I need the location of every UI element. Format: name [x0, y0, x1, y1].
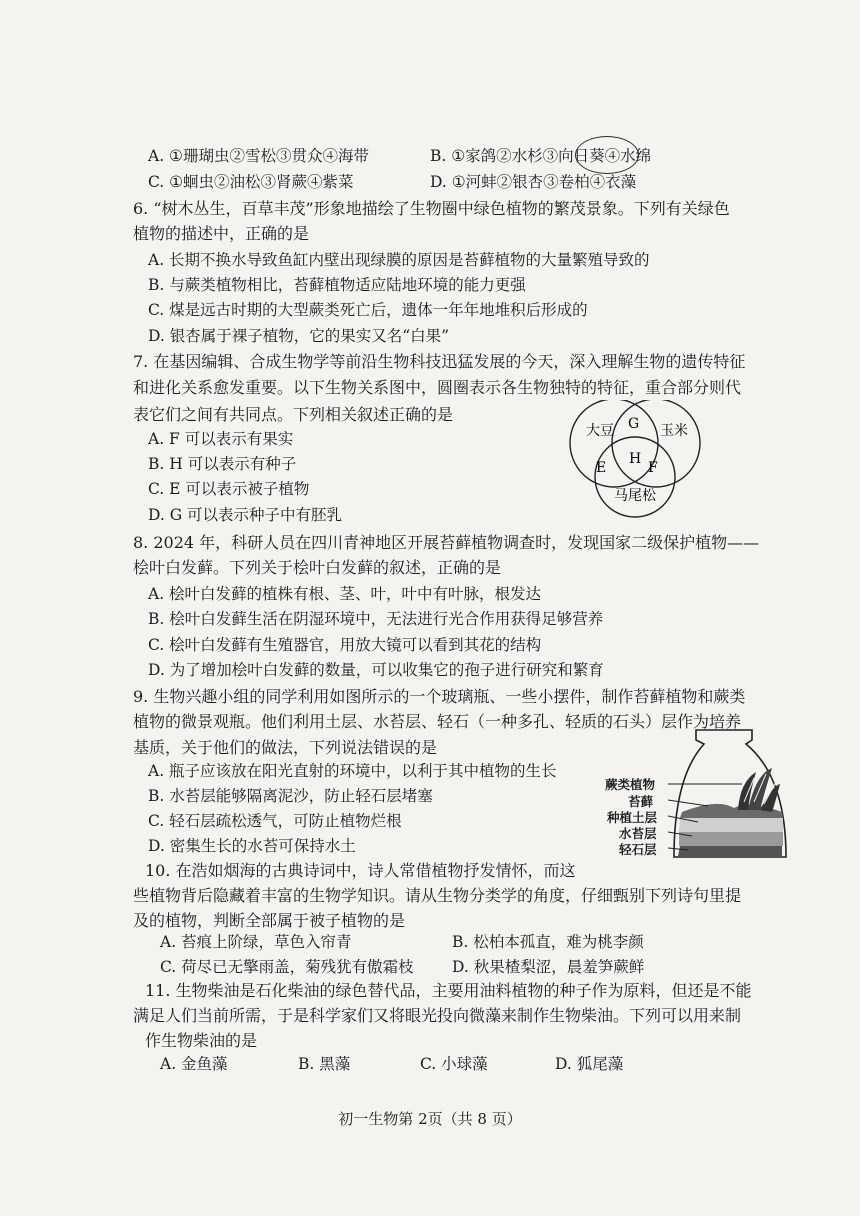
- jar-label-fern: 蕨类植物: [605, 777, 656, 792]
- q11-option-b: B. 黑藻: [298, 1055, 351, 1073]
- q7-option-b: B. H 可以表示有种子: [148, 455, 297, 473]
- q8-stem-line1: 8. 2024 年，科研人员在四川青神地区开展苔藓植物调查时，发现国家二级保护植物——: [133, 533, 760, 552]
- q7-stem-line2: 和进化关系愈发重要。以下生物关系图中，圆圈表示各生物独特的特征，重合部分则代: [133, 378, 742, 397]
- q6-option-b: B. 与蕨类植物相比，苔藓植物适应陆地环境的能力更强: [148, 276, 526, 294]
- q10-option-a: A. 苔痕上阶绿，草色入帘青: [160, 933, 352, 951]
- venn-diagram: [556, 400, 716, 520]
- jar-label-soil-layer: 种植土层: [607, 810, 658, 825]
- q9-stem-line2: 植物的微景观瓶。他们利用土层、水苔层、轻石（一种多孔、轻质的石头）层作为培养: [133, 712, 742, 731]
- venn-label-f: F: [648, 460, 658, 476]
- terrarium-jar-illustration: [668, 722, 798, 860]
- q10-option-d: D. 秋果楂梨涩，晨羞笋蕨鲜: [452, 958, 645, 976]
- q10-stem-line1: 10. 在浩如烟海的古典诗词中，诗人常借植物抒发情怀，而这: [145, 861, 576, 880]
- q5-option-c: C. ①蛔虫②油松③肾蕨④紫菜: [148, 173, 354, 191]
- q11-option-c: C. 小球藻: [420, 1055, 488, 1073]
- q10-option-c: C. 荷尽已无擎雨盖，菊残犹有傲霜枝: [160, 958, 414, 976]
- q8-option-c: C. 桧叶白发藓有生殖器官，用放大镜可以看到其花的结构: [148, 636, 542, 654]
- q6-option-d: D. 银杏属于裸子植物，它的果实又名“白果”: [148, 327, 450, 345]
- jar-label-moss: 苔藓: [628, 794, 654, 809]
- venn-label-soybean: 大豆: [586, 423, 614, 439]
- q6-stem-line2: 植物的描述中，正确的是: [133, 224, 310, 243]
- q10-stem-line3: 及的植物，判断全部属于被子植物的是: [133, 911, 406, 930]
- q11-stem-line3: 作生物柴油的是: [145, 1031, 258, 1050]
- q11-option-a: A. 金鱼藻: [160, 1055, 228, 1073]
- q5-option-b: B. ①家鸽②水杉③向日葵④水绵: [430, 147, 652, 165]
- q8-option-a: A. 桧叶白发藓的植株有根、茎、叶，叶中有叶脉，根发达: [148, 585, 542, 603]
- venn-label-g: G: [628, 416, 640, 432]
- q9-stem-line3: 基质，关于他们的做法，下列说法错误的是: [133, 738, 438, 757]
- venn-label-h: H: [629, 451, 642, 467]
- q7-option-a: A. F 可以表示有果实: [148, 430, 294, 448]
- q10-option-b: B. 松柏本孤直，难为桃李颜: [452, 933, 644, 951]
- q6-option-c: C. 煤是远古时期的大型蕨类死亡后，遗体一年年地堆积后形成的: [148, 301, 588, 319]
- q7-option-d: D. G 可以表示种子中有胚乳: [148, 506, 343, 524]
- venn-label-corn: 玉米: [660, 423, 688, 439]
- venn-label-e: E: [596, 460, 607, 476]
- page-footer: 初一生物第 2页（共 8 页）: [338, 1110, 522, 1128]
- q9-option-a: A. 瓶子应该放在阳光直射的环境中，以利于其中植物的生长: [148, 762, 557, 780]
- q9-stem-line1: 9. 生物兴趣小组的同学利用如图所示的一个玻璃瓶、一些小摆件，制作苔藓植物和蕨类: [133, 687, 746, 706]
- q8-option-d: D. 为了增加桧叶白发藓的数量，可以收集它的孢子进行研究和繁育: [148, 661, 604, 679]
- q7-stem-line3: 表它们之间有共同点。下列相关叙述正确的是: [133, 405, 454, 424]
- jar-label-pumice-layer: 轻石层: [619, 842, 657, 857]
- q7-option-c: C. E 可以表示被子植物: [148, 480, 310, 498]
- q10-stem-line2: 些植物背后隐藏着丰富的生物学知识。请从生物分类学的角度，仔细甄别下列诗句里提: [133, 886, 742, 905]
- q7-stem-line1: 7. 在基因编辑、合成生物学等前沿生物科技迅猛发展的今天，深入理解生物的遗传特征: [133, 352, 746, 371]
- q5-option-a: A. ①珊瑚虫②雪松③贯众④海带: [148, 147, 369, 165]
- q9-option-c: C. 轻石层疏松透气，可防止植物烂根: [148, 812, 402, 830]
- q8-option-b: B. 桧叶白发藓生活在阴湿环境中，无法进行光合作用获得足够营养: [148, 610, 604, 628]
- q11-stem-line2: 满足人们当前所需，于是科学家们又将眼光投向微藻来制作生物柴油。下列可以用来制: [133, 1006, 742, 1025]
- q11-stem-line1: 11. 生物柴油是石化柴油的绿色替代品，主要用油料植物的种子作为原料，但还是不能: [145, 981, 752, 1000]
- q6-option-a: A. 长期不换水导致鱼缸内壁出现绿膜的原因是苔藓植物的大量繁殖导致的: [148, 251, 650, 269]
- pen-circle-mark: [575, 136, 639, 174]
- q9-option-d: D. 密集生长的水苔可保持水土: [148, 837, 356, 855]
- q5-option-d: D. ①河蚌②银杏③卷柏④衣藻: [430, 173, 637, 191]
- q9-option-b: B. 水苔层能够隔离泥沙，防止轻石层堵塞: [148, 787, 433, 805]
- venn-circle-pine: [595, 437, 675, 517]
- jar-label-sphagnum-layer: 水苔层: [619, 826, 657, 841]
- q6-stem-line1: 6. “树木丛生，百草丰茂”形象地描绘了生物圈中绿色植物的繁茂景象。下列有关绿色: [133, 199, 730, 218]
- q11-option-d: D. 狐尾藻: [555, 1055, 624, 1073]
- venn-label-pine: 马尾松: [614, 488, 656, 504]
- q8-stem-line2: 桧叶白发藓。下列关于桧叶白发藓的叙述，正确的是: [133, 558, 502, 577]
